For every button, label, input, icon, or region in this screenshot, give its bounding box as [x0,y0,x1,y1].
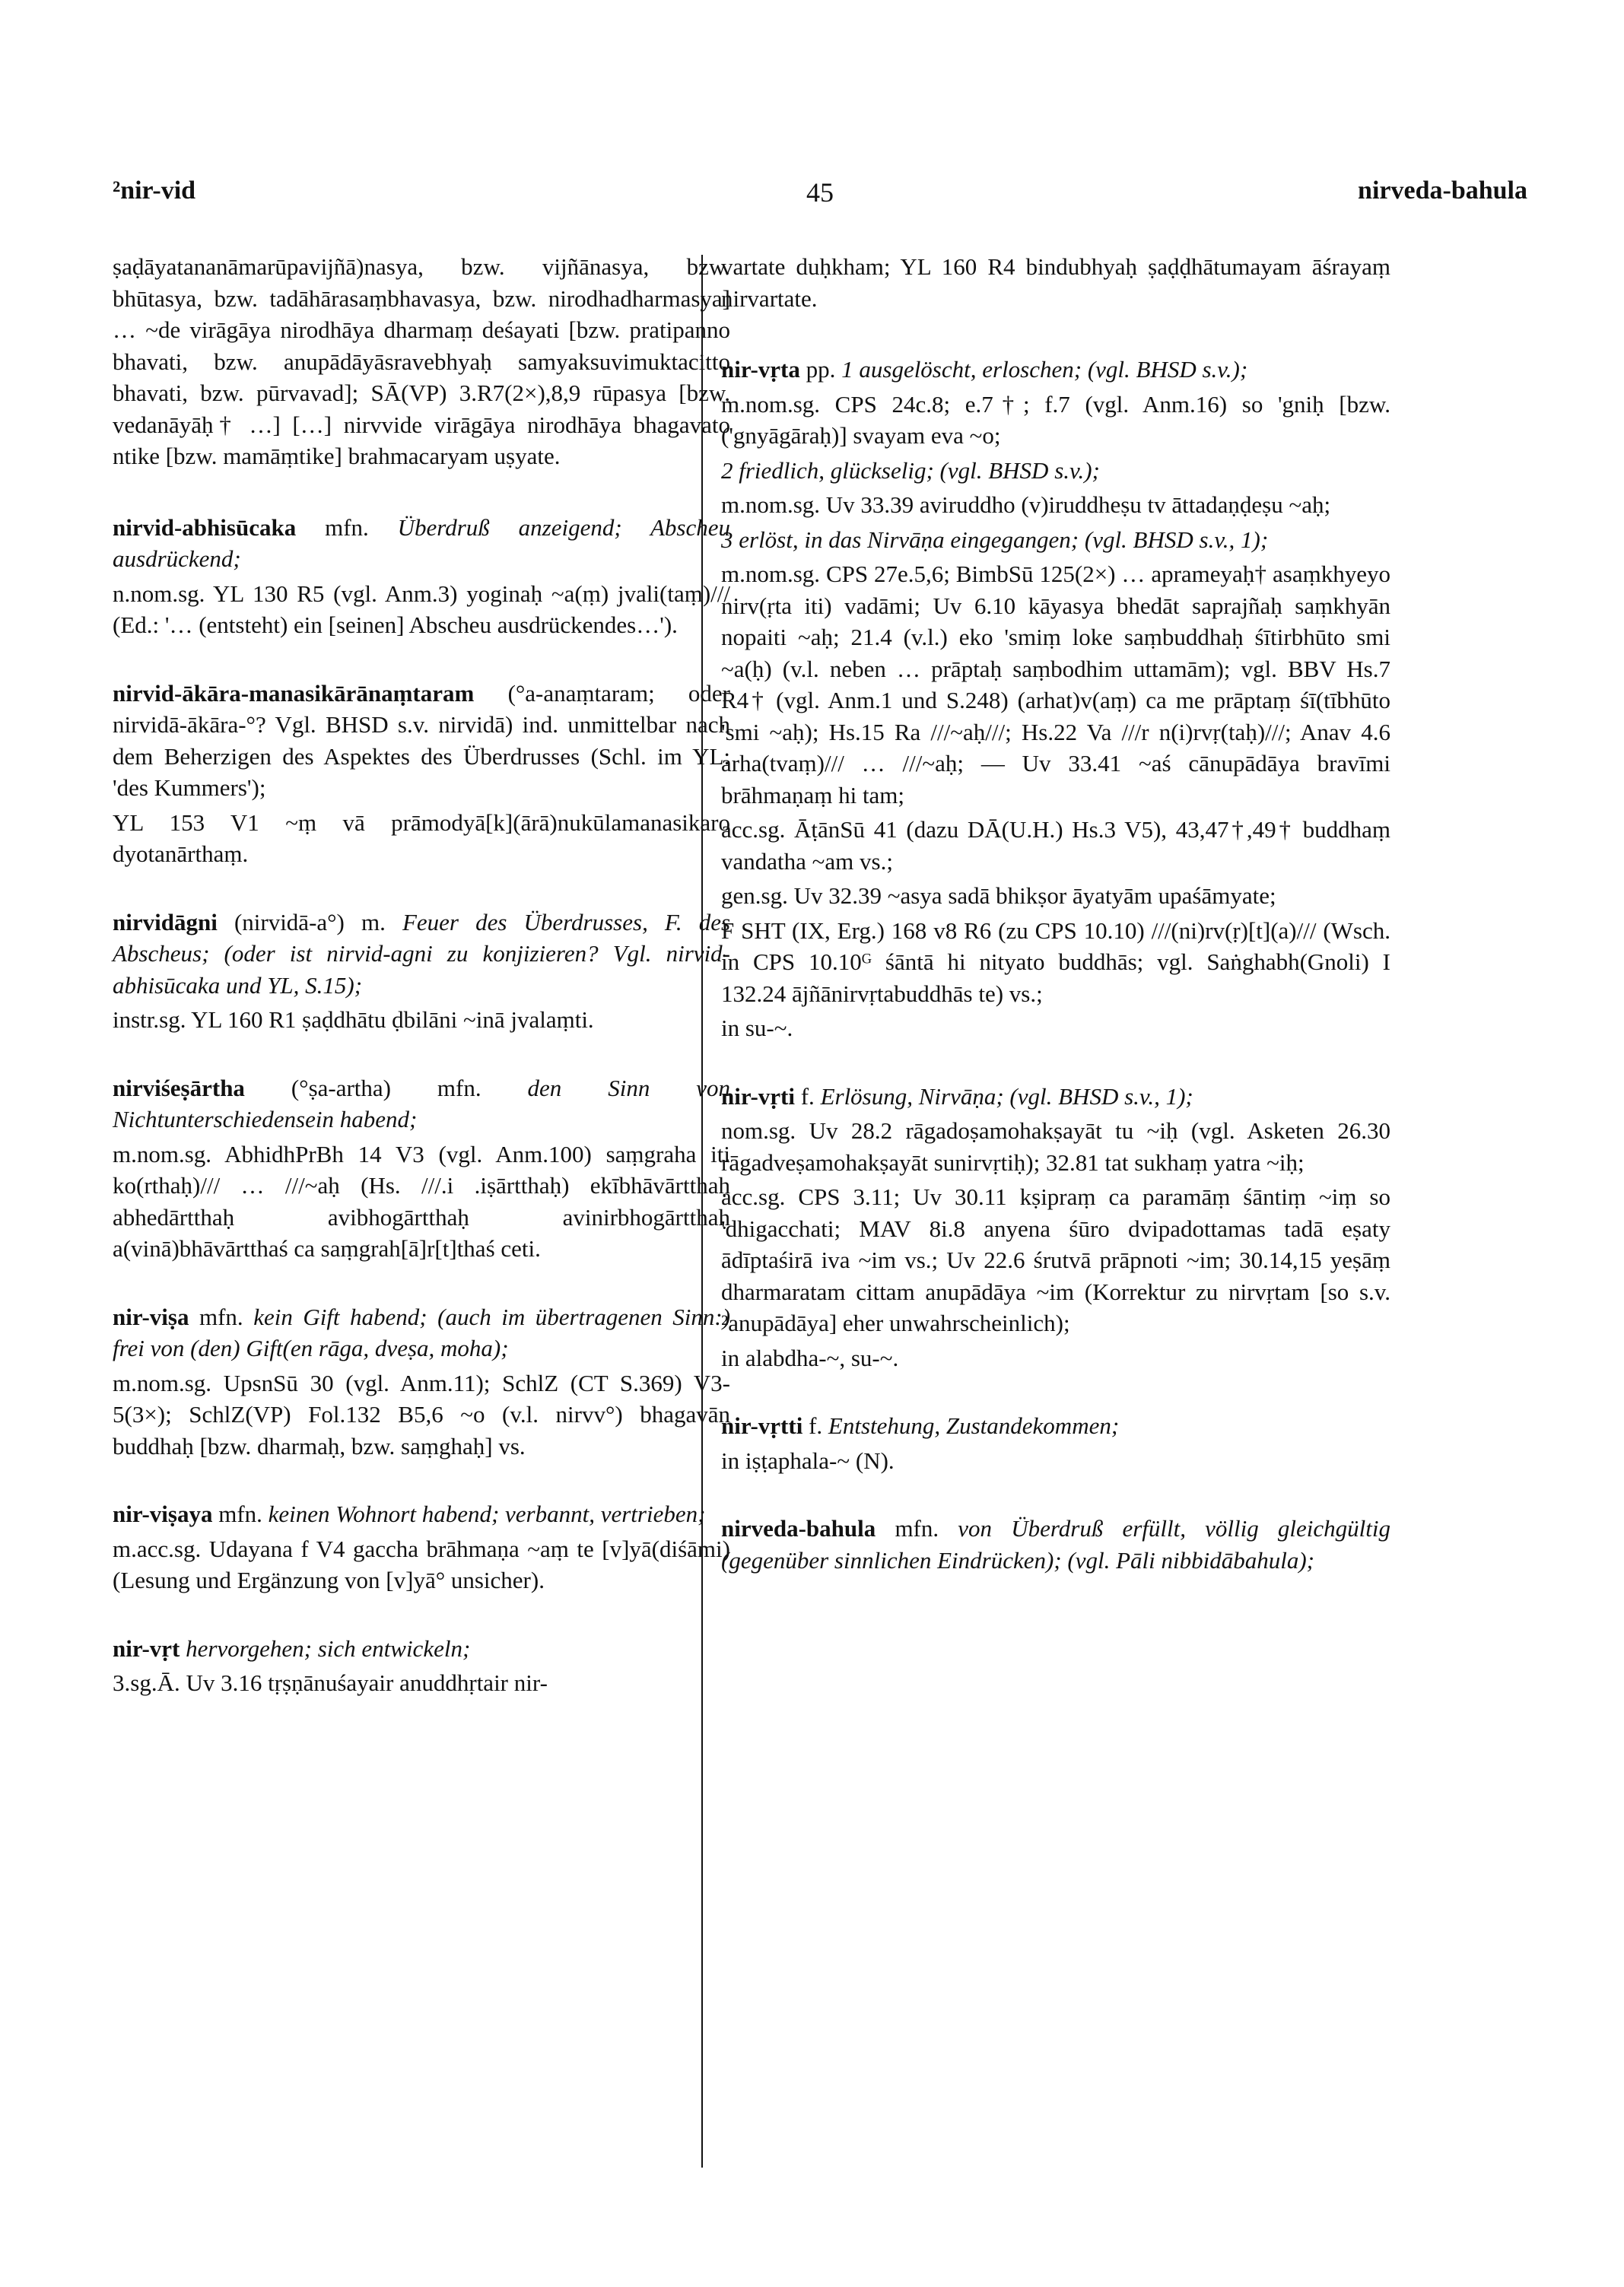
page-number: 45 [806,177,834,208]
continuation-text: vartate duḥkham; YL 160 R4 bindubhyaḥ ṣaḍḍhātumayam āśrayaṃ nirvartate. [721,253,1390,312]
sense-definition: 2 friedlich, glückselig; (vgl. BHSD s.v.); [721,456,1100,484]
right-column [721,251,1390,1612]
headword: nir-vṛta [721,356,800,383]
grammar: (°ṣa-artha) mfn. [291,1074,481,1101]
definition: kein Gift habend; (auch im übertragenen Sinn:) frei von (den) Gift(en rāga, dveṣa, moha); [113,1303,731,1361]
dictionary-entry [721,354,1390,1044]
dictionary-entry [721,1081,1390,1374]
citation: acc.sg. ĀṭānSū 41 (dazu DĀ(U.H.) Hs.3 V5), 43,47†,49† buddhaṃ vandatha ~am vs.; [721,816,1390,875]
dictionary-entry [721,1410,1390,1476]
grammar: mfn. [325,513,369,541]
citation: m.nom.sg. AbhidhPrBh 14 V3 (vgl. Anm.100) saṃgraha iti ko(rthaḥ)/// … ///~aḥ (Hs. ///.i .iṣārtthaḥ) ekībhāvārtthaḥ abhedārtthaḥ avibhogārtthaḥ avinirbhogārtthaḥ a(vinā)bhāvārtthaś ca saṃgrah[ā]r[t]thaś ceti. [113,1140,730,1262]
headword: nirveda-bahula [721,1515,876,1542]
headword: nir-viṣaya [113,1501,213,1527]
citation: n.nom.sg. YL 130 R5 (vgl. Anm.3) yoginaḥ ~a(ṃ) jvali(taṃ)/// (Ed.: '… (entsteht) ein [seinen] Abscheu ausdrückendes…'). [113,580,730,638]
citation: acc.sg. CPS 3.11; Uv 30.11 kṣipraṃ ca paramāṃ śāntiṃ ~iṃ so 'dhigacchati; MAV 8i.8 anyena śūro dvipadottamas tadā eṣaty ādīptaśirā iva ~im vs.; Uv 22.6 śrutvā prāpnoti ~im; 30.14,15 yeṣāṃ dharmaratam cittam anupādāya ~im (Korrektur zu nirvṛtam [so s.v. ²anupādāya] eher unwahrscheinlich); [721,1183,1390,1336]
dictionary-entry [721,1513,1390,1576]
citation: gen.sg. Uv 32.39 ~asya sadā bhikṣor āyatyām upaśāmyate; [721,882,1276,909]
headword: nirviśeṣārtha [113,1074,245,1101]
definition: Entstehung, Zustandekommen; [828,1412,1120,1439]
dictionary-entry [113,512,730,641]
header-right-keyword: nirveda-bahula [1358,176,1527,205]
citation: m.nom.sg. CPS 24c.8; e.7†; f.7 (vgl. Anm.16) so 'gniḥ [bzw. ('gnyāgāraḥ)] svayam eva ~o; [721,390,1390,449]
headword: nirvid-ākāra-manasikārānaṃtaram [113,679,475,707]
page-header [113,176,1527,222]
continuation-text: ṣaḍāyatananāmarūpavijñā)nasya, bzw. vijñānasya, bzw. bhūtasya, bzw. tadāhārasaṃbhavasya, bzw. nirodhadharmasya] … ~de virāgāya nirodhāya dharmaṃ deśayati [bzw. pratipanno bhavati, bzw. anupādāyāsravebhyaḥ samyaksuvimuktacitto bhavati, bzw. pūrvavad]; SĀ(VP) 3.R7(2×),8,9 rūpasya [bzw. vedanāyāḥ† …] […] nirvvide virāgāya nirodhāya bhagavato ntike [bzw. mamāṃtike] brahmacaryam uṣyate. [113,253,730,469]
left-column [113,251,730,1736]
headword: nirvid-abhisūcaka [113,513,297,541]
cross-reference: in iṣṭaphala-~ (N). [721,1447,895,1474]
definition: keinen Wohnort habend; verbannt, vertrieben; [268,1501,706,1527]
grammar: (nirvidā-a°) m. [234,908,386,935]
citation: m.nom.sg. CPS 27e.5,6; BimbSū 125(2×) … aprameyaḥ† asaṃkhyeyo nirv(ṛta iti) vadāmi; Uv 6.10 kāyasya bhedāt saprajñaḥ saṃkhyān nopaiti ~aḥ; 21.4 (v.l.) eko 'smiṃ loke saṃbuddhaḥ śītirbhūto smi ~a(ḥ) (v.l. neben … prāptaḥ saṃbodhim uttamām); vgl. BBV Hs.7 R4† (vgl. Anm.1 und S.248) (arhat)v(aṃ) ca me prāptaṃ śī(tībhūto 'smi ~aḥ); Hs.15 Ra ///~aḥ///; Hs.22 Va ///r n(i)rvṛ(taḥ)///; Anav 4.6 arha(tvaṃ)/// … ///~aḥ; — Uv 33.41 ~aś cānupādāya bravīmi brāhmaṇaṃ hi tam; [721,561,1390,808]
dictionary-entry [113,1301,730,1463]
definition: 1 ausgelöscht, erloschen; (vgl. BHSD s.v.); [841,356,1248,383]
headword: nir-vṛti [721,1082,795,1110]
grammar: mfn. [218,1501,262,1527]
dictionary-entry [113,1498,730,1596]
headword: nir-vṛt [113,1634,180,1662]
headword: nir-viṣa [113,1303,189,1330]
dictionary-entry [113,678,730,870]
definition: den Sinn von Nichtunterschiedensein habend; [113,1074,730,1132]
sense-definition: 3 erlöst, in das Nirvāṇa eingegangen; (vgl. BHSD s.v., 1); [721,526,1269,553]
definition: Erlösung, Nirvāṇa; (vgl. BHSD s.v., 1); [820,1082,1193,1110]
definition: Feuer des Überdrusses, F. des Abscheus; (oder ist nirvid-agni zu konjizieren? Vgl. nirvid-abhisūcaka und YL, S.15); [113,908,731,999]
header-left-keyword: ²nir-vid [113,176,196,205]
headword: nir-vṛtti [721,1412,803,1439]
definition: (°a-anaṃtaram; oder nirvidā-ākāra-°? Vgl. BHSD s.v. nirvidā) ind. unmittelbar nach dem Beherzigen des Aspektes des Überdrusses (Schl. im YL: 'des Kummers'); [113,679,730,801]
grammar: pp. [806,356,836,383]
dictionary-entry [113,1072,730,1265]
definition: hervorgehen; sich entwickeln; [186,1634,471,1662]
definition: von Überdruß erfüllt, völlig gleichgültig (gegenüber sinnlichen Eindrücken); (vgl. Pāli nibbidābahula); [721,1515,1390,1574]
grammar: mfn. [199,1303,243,1330]
headword: nirvidāgni [113,908,218,935]
definition: Überdruß anzeigend; Abscheu ausdrückend; [113,513,730,572]
citation: instr.sg. YL 160 R1 ṣaḍdhātu ḍbilāni ~inā jvalaṃti. [113,1006,594,1033]
citation: m.nom.sg. Uv 33.39 aviruddho (v)iruddheṣu tv āttadaṇḍeṣu ~aḥ; [721,491,1331,518]
grammar: mfn. [895,1515,939,1542]
grammar: f. [800,1082,815,1110]
cross-reference: in su-~. [721,1015,793,1041]
citation: m.nom.sg. UpsnSū 30 (vgl. Anm.11); SchlZ (CT S.369) V3-5(3×); SchlZ(VP) Fol.132 B5,6 ~o (v.l. nirvv°) bhagavān buddhaḥ [bzw. dharmaḥ, bzw. saṃghaḥ] vs. [113,1369,730,1460]
grammar: f. [809,1412,823,1439]
citation: 3.sg.Ā. Uv 3.16 tṛṣṇānuśayair anuddhṛtair nir- [113,1669,548,1696]
cross-reference: in alabdha-~, su-~. [721,1344,899,1371]
citation: F SHT (IX, Erg.) 168 v8 R6 (zu CPS 10.10) ///(ni)rv(ṛ)[t](a)/// (Wsch. in CPS 10.10ᴳ śāntā hi nityato buddhās; vgl. Saṅghabh(Gnoli) I 132.24 ājñānirvṛtabuddhās te) vs.; [721,916,1390,1007]
dictionary-entry [113,1633,730,1699]
dictionary-entry [113,907,730,1036]
citation: m.acc.sg. Udayana f V4 gaccha brāhmaṇa ~aṃ te [v]yā(diśāmi) (Lesung und Ergänzung von [v]yā° unsicher). [113,1535,730,1593]
citation: nom.sg. Uv 28.2 rāgadoṣamohakṣayāt tu ~iḥ (vgl. Asketen 26.30 rāgadveṣamohakṣayāt sunirvṛtiḥ); 32.81 tat sukhaṃ yatra ~iḥ; [721,1117,1390,1176]
citation: YL 153 V1 ~ṃ vā prāmodyā[k](ārā)nukūlamanasikaro dyotanārthaṃ. [113,808,730,867]
